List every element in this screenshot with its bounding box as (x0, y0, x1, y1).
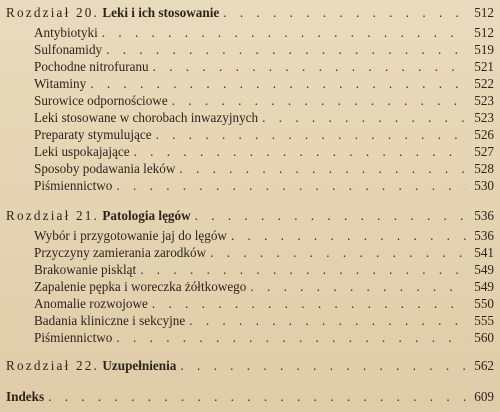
dot-leader (102, 24, 466, 41)
page-number: 512 (474, 25, 494, 40)
toc-entry (34, 227, 494, 244)
page-number: 560 (474, 330, 494, 345)
chapter-heading (6, 357, 494, 374)
dot-leader (106, 41, 466, 58)
dot-leader (223, 4, 466, 21)
index-title: Indeks (6, 389, 45, 404)
chapter-label: Rozdział 21. (6, 208, 100, 223)
page-number: 609 (474, 389, 494, 404)
page-number: 527 (474, 144, 494, 159)
page-number: 541 (474, 245, 494, 260)
dot-leader (90, 75, 466, 92)
entry-title: Zapalenie pępka i woreczka żółtkowego (34, 279, 247, 294)
page-number: 528 (474, 161, 494, 176)
page-number: 526 (474, 127, 494, 142)
entry-title: Leki stosowane w chorobach inwazyjnych (34, 110, 259, 125)
page-number: 521 (474, 59, 494, 74)
page-number: 523 (474, 93, 494, 108)
entry-title: Surowice odpornościowe (34, 93, 168, 108)
dot-leader (195, 207, 466, 224)
page-number: 536 (474, 228, 494, 243)
dot-leader (140, 261, 466, 278)
chapter-label: Rozdział 22. (6, 358, 100, 373)
entry-title: Piśmiennictwo (34, 330, 113, 345)
dot-leader (48, 388, 466, 405)
toc-entry (34, 58, 494, 75)
page-number: 562 (474, 358, 494, 373)
chapter-title: Uzupełnienia (102, 358, 177, 373)
toc-entry (34, 41, 494, 58)
dot-leader (250, 278, 466, 295)
toc-entry (34, 278, 494, 295)
dot-leader (156, 126, 466, 143)
toc-entry (34, 92, 494, 109)
chapter-heading (6, 4, 494, 21)
toc-entry (34, 295, 494, 312)
dot-leader (179, 160, 466, 177)
page-number: 519 (474, 42, 494, 57)
dot-leader (153, 58, 466, 75)
entry-title: Sulfonamidy (34, 42, 103, 57)
entry-title: Anomalie rozwojowe (34, 296, 148, 311)
entry-title: Wybór i przygotowanie jaj do lęgów (34, 228, 227, 243)
entry-title: Leki uspokajające (34, 144, 130, 159)
chapter-heading (6, 207, 494, 224)
chapter-title: Patologia lęgów (102, 208, 191, 223)
dot-leader (262, 109, 466, 126)
entry-title: Sposoby podawania leków (34, 161, 176, 176)
dot-leader (231, 227, 466, 244)
toc-entry (34, 160, 494, 177)
toc-entry (34, 177, 494, 194)
toc-entry (34, 312, 494, 329)
dot-leader (134, 143, 466, 160)
toc-entry (34, 143, 494, 160)
page-number: 555 (474, 313, 494, 328)
toc-entry (34, 24, 494, 41)
page-number: 522 (474, 76, 494, 91)
dot-leader (116, 177, 466, 194)
toc-entry (34, 261, 494, 278)
chapter-label: Rozdział 20. (6, 5, 100, 20)
entry-title: Preparaty stymulujące (34, 127, 152, 142)
entry-title: Badania kliniczne i sekcyjne (34, 313, 186, 328)
entry-title: Pochodne nitrofuranu (34, 59, 149, 74)
page-number: 530 (474, 178, 494, 193)
dot-leader (116, 329, 466, 346)
toc-entry (34, 75, 494, 92)
entry-title: Antybiotyki (34, 25, 98, 40)
entry-title: Brakowanie piskląt (34, 262, 137, 277)
dot-leader (189, 312, 466, 329)
page-number: 549 (474, 262, 494, 277)
entry-title: Piśmiennictwo (34, 178, 113, 193)
entry-title: Witaminy (34, 76, 87, 91)
page-number: 523 (474, 110, 494, 125)
dot-leader (180, 357, 466, 374)
toc-entry (34, 126, 494, 143)
toc-entry (34, 244, 494, 261)
toc-entry (34, 109, 494, 126)
dot-leader (172, 92, 466, 109)
chapter-title: Leki i ich stosowanie (102, 5, 220, 20)
page-number: 536 (474, 208, 494, 223)
entry-title: Przyczyny zamierania zarodków (34, 245, 207, 260)
dot-leader (210, 244, 466, 261)
page-number: 549 (474, 279, 494, 294)
page-number: 550 (474, 296, 494, 311)
dot-leader (152, 295, 466, 312)
toc-entry (34, 329, 494, 346)
page-number: 512 (474, 5, 494, 20)
index-entry (6, 388, 494, 405)
